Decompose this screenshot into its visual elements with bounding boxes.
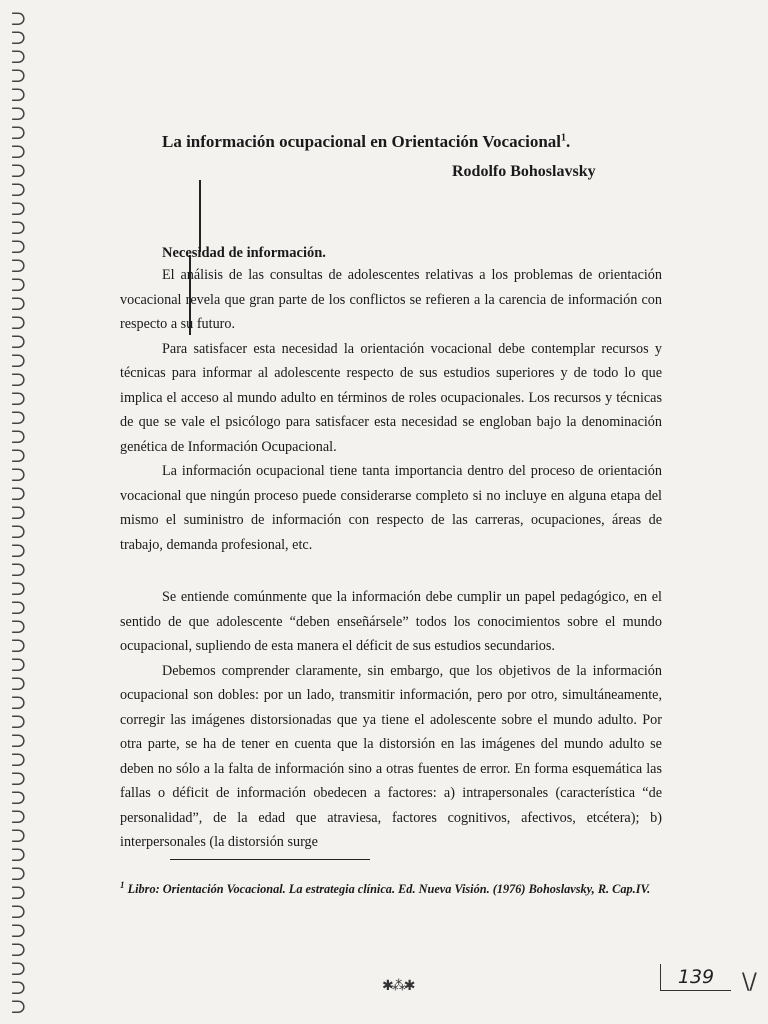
binding-hole-icon: ⊃: [10, 291, 27, 315]
paragraph-2: Para satisfacer esta necesidad la orientación vocacional debe contemplar recursos y técnicas para informar al adolescente respecto de sus estudios superiores y de todo lo que implica el acceso al mundo adulto en términos de roles ocupacionales. Los recursos y técnicas de que se vale el psicólogo para satisfacer esta necesidad se engloban bajo la denominación genética de Información Ocupacional.: [120, 340, 662, 455]
binding-hole-icon: ⊃: [10, 766, 27, 790]
section2-body: [120, 585, 662, 855]
binding-hole-icon: ⊃: [10, 842, 27, 866]
binding-hole-icon: ⊃: [10, 234, 27, 258]
footnote: [120, 874, 665, 900]
binding-hole-icon: ⊃: [10, 6, 27, 30]
binding-hole-icon: ⊃: [10, 25, 27, 49]
binding-hole-icon: ⊃: [10, 671, 27, 695]
title-footnote-mark: 1: [561, 132, 567, 144]
binding-hole-icon: ⊃: [10, 310, 27, 334]
binding-hole-icon: ⊃: [10, 158, 27, 182]
binding-hole-icon: ⊃: [10, 823, 27, 847]
binding-hole-icon: ⊃: [10, 329, 27, 353]
binding-hole-icon: ⊃: [10, 728, 27, 752]
binding-hole-icon: ⊃: [10, 595, 27, 619]
binding-hole-icon: ⊃: [10, 614, 27, 638]
binding-hole-icon: ⊃: [10, 386, 27, 410]
paragraph-5: Debemos comprender claramente, sin embargo, que los objetivos de la información ocupacional son dobles: por un lado, transmitir información, pero por otro, simultáneamente, corregir las imágenes distorsionadas que ya tiene el adolescente sobre el mundo adulto. Por otra parte, se ha de tener en cuenta que la distorsión en las imágenes del mundo adulto se deben no sólo a la falta de información sino a otras fuentes de error. En forma esquemática las fallas o déficit de información obedecen a factores: a) intrapersonales (característica “de personalidad”, de la edad que atraviesa, factores cognitivos, afectivos, etcétera); b) interpersonales (la distorsión surge: [120, 662, 662, 850]
section-heading: Necesidad de información.: [162, 245, 326, 261]
binding-hole-icon: ⊃: [10, 690, 27, 714]
binding-hole-icon: ⊃: [10, 576, 27, 600]
binding-hole-icon: ⊃: [10, 557, 27, 581]
binding-hole-icon: ⊃: [10, 272, 27, 296]
handwritten-check-mark: \/: [742, 970, 757, 995]
binding-hole-icon: ⊃: [10, 538, 27, 562]
binding-hole-icon: ⊃: [10, 443, 27, 467]
binding-hole-icon: ⊃: [10, 120, 27, 144]
binding-hole-icon: ⊃: [10, 82, 27, 106]
section1-body: [120, 263, 662, 557]
binding-hole-icon: ⊃: [10, 481, 27, 505]
binding-hole-icon: ⊃: [10, 253, 27, 277]
binding-hole-icon: ⊃: [10, 424, 27, 448]
binding-hole-icon: ⊃: [10, 804, 27, 828]
binding-hole-icon: ⊃: [10, 63, 27, 87]
document-title: [162, 132, 570, 152]
pen-mark-vertical: [199, 180, 201, 252]
binding-hole-icon: ⊃: [10, 747, 27, 771]
binding-hole-icon: ⊃: [10, 652, 27, 676]
binding-hole-icon: ⊃: [10, 956, 27, 980]
binding-hole-icon: ⊃: [10, 367, 27, 391]
spiral-binding-holes: [0, 0, 48, 1024]
binding-hole-icon: ⊃: [10, 462, 27, 486]
binding-hole-icon: ⊃: [10, 101, 27, 125]
binding-hole-icon: ⊃: [10, 918, 27, 942]
paragraph-3: La información ocupacional tiene tanta importancia dentro del proceso de orientación vocacional que ningún proceso puede considerarse completo si no incluye en alguna etapa del mismo el suministro de información con respecto de las carreras, ocupaciones, áreas de trabajo, demanda profesional, etc.: [120, 463, 662, 553]
binding-hole-icon: ⊃: [10, 177, 27, 201]
binding-hole-icon: ⊃: [10, 709, 27, 733]
binding-hole-icon: ⊃: [10, 899, 27, 923]
binding-hole-icon: ⊃: [10, 348, 27, 372]
page-number: 139: [660, 964, 731, 991]
binding-hole-icon: ⊃: [10, 633, 27, 657]
footnote-mark: 1: [120, 880, 125, 890]
handwritten-scribble: ✱⁂✱: [382, 978, 414, 994]
paragraph-1: El análisis de las consultas de adolescentes relativas a los problemas de orientación vocacional revela que gran parte de los conflictos se refieren a la carencia de información con respecto a su futuro.: [120, 267, 662, 332]
binding-hole-icon: ⊃: [10, 405, 27, 429]
binding-hole-icon: ⊃: [10, 861, 27, 885]
author-name: Rodolfo Bohoslavsky: [452, 163, 596, 180]
binding-hole-icon: ⊃: [10, 937, 27, 961]
binding-hole-icon: ⊃: [10, 139, 27, 163]
footnote-text: Libro: Orientación Vocacional. La estrategia clínica. Ed. Nueva Visión. (1976) Bohoslavsky, R. Cap.IV.: [127, 882, 651, 897]
binding-hole-icon: ⊃: [10, 880, 27, 904]
footnote-rule: [170, 859, 370, 860]
binding-hole-icon: ⊃: [10, 519, 27, 543]
binding-hole-icon: ⊃: [10, 975, 27, 999]
title-text: La información ocupacional en Orientación Vocacional: [162, 132, 562, 151]
binding-hole-icon: ⊃: [10, 785, 27, 809]
binding-hole-icon: ⊃: [10, 196, 27, 220]
paragraph-4: Se entiende comúnmente que la información debe cumplir un papel pedagógico, en el sentido de que adolescente “deben enseñársele” todos los conocimientos sobre el mundo ocupacional, supliendo de esta manera el déficit de sus estudios secundarios.: [120, 589, 662, 654]
binding-hole-icon: ⊃: [10, 500, 27, 524]
binding-hole-icon: ⊃: [10, 215, 27, 239]
binding-hole-icon: ⊃: [10, 44, 27, 68]
binding-hole-icon: ⊃: [10, 994, 27, 1018]
title-trailing: .: [566, 132, 571, 151]
